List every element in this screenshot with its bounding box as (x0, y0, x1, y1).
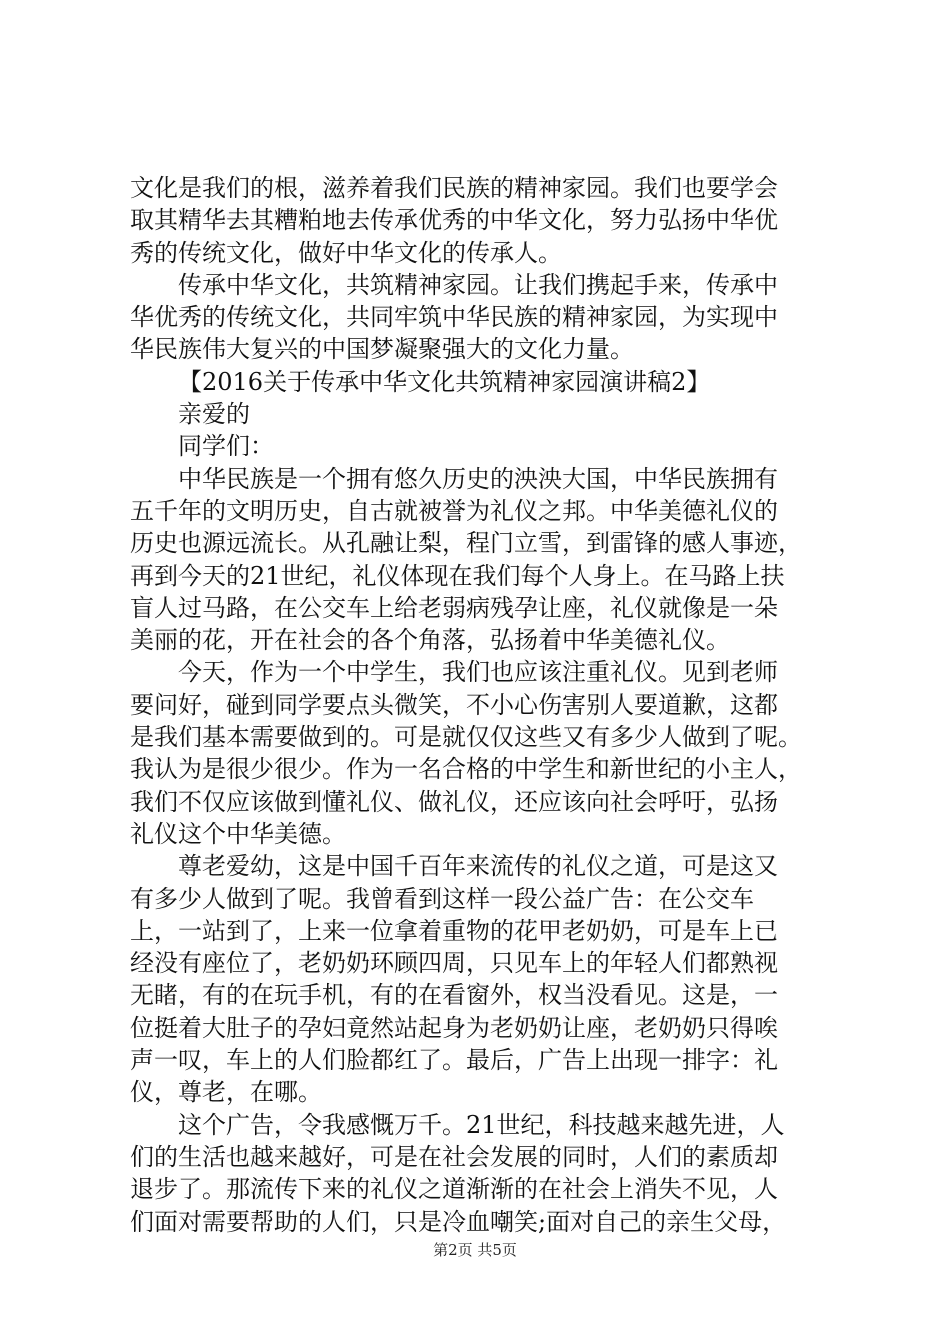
text-line: 传承中华文化，共筑精神家园。让我们携起手来，传承中 (178, 270, 778, 299)
text-line: 中华民族是一个拥有悠久历史的泱泱大国，中华民族拥有 (178, 464, 778, 493)
text-line: 同学们： (178, 432, 274, 461)
text-line: 五千年的文明历史，自古就被誉为礼仪之邦。中华美德礼仪的 (130, 496, 778, 525)
text-line: 礼仪这个中华美德。 (130, 819, 346, 848)
text-line: 尊老爱幼，这是中国千百年来流传的礼仪之道，可是这又 (178, 852, 778, 881)
text-line: 亲爱的 (178, 400, 250, 429)
text-line: 历史也源远流长。从孔融让梨，程门立雪，到雷锋的感人事迹， (130, 529, 802, 558)
text-line: 是我们基本需要做到的。可是就仅仅这些又有多少人做到了呢。 (130, 723, 802, 752)
text-line: 无睹，有的在玩手机，有的在看窗外，权当没看见。这是，一 (130, 981, 778, 1010)
text-line: 今天，作为一个中学生，我们也应该注重礼仪。见到老师 (178, 658, 778, 687)
text-line: 们的生活也越来越好，可是在社会发展的同时，人们的素质却 (130, 1142, 778, 1171)
text-line: 要问好，碰到同学要点头微笑，不小心伤害别人要道歉，这都 (130, 690, 778, 719)
page-footer: 第2页 共5页 (433, 1241, 517, 1259)
text-line: 位挺着大肚子的孕妇竟然站起身为老奶奶让座，老奶奶只得唉 (130, 1013, 778, 1042)
text-line: 盲人过马路，在公交车上给老弱病残孕让座，礼仪就像是一朵 (130, 593, 778, 622)
text-line: 美丽的花，开在社会的各个角落，弘扬着中华美德礼仪。 (130, 626, 730, 655)
text-line: 我认为是很少很少。作为一名合格的中学生和新世纪的小主人， (130, 755, 802, 784)
text-line: 文化是我们的根，滋养着我们民族的精神家园。我们也要学会 (130, 174, 778, 202)
text-line: 仪，尊老，在哪。 (130, 1078, 322, 1107)
text-line: 声一叹，车上的人们脸都红了。最后，广告上出现一排字：礼 (130, 1046, 778, 1075)
text-line: 取其精华去其糟粕地去传承优秀的中华文化，努力弘扬中华优 (130, 206, 778, 235)
text-line: 我们不仅应该做到懂礼仪、做礼仪，还应该向社会呼吁，弘扬 (130, 787, 778, 816)
text-line: 秀的传统文化，做好中华文化的传承人。 (130, 238, 562, 267)
text-line: 有多少人做到了呢。我曾看到这样一段公益广告：在公交车 (130, 884, 754, 913)
text-line: 再到今天的21世纪，礼仪体现在我们每个人身上。在马路上扶 (130, 561, 785, 590)
text-line: 这个广告，令我感慨万千。21世纪，科技越来越先进，人 (178, 1110, 785, 1139)
text-line: 华民族伟大复兴的中国梦凝聚强大的文化力量。 (130, 335, 634, 364)
text-line: 退步了。那流传下来的礼仪之道渐渐的在社会上消失不见，人 (130, 1175, 778, 1204)
text-line: 华优秀的传统文化，共同牢筑中华民族的精神家园，为实现中 (130, 303, 778, 332)
document-body (130, 172, 830, 1238)
text-line: 上，一站到了，上来一位拿着重物的花甲老奶奶，可是车上已 (130, 916, 778, 945)
text-line: 【2016关于传承中华文化共筑精神家园演讲稿2】 (178, 367, 711, 396)
text-line: 们面对需要帮助的人们，只是冷血嘲笑;面对自己的亲生父母， (130, 1207, 787, 1236)
text-line: 经没有座位了，老奶奶环顾四周，只见车上的年轻人们都熟视 (130, 949, 778, 978)
